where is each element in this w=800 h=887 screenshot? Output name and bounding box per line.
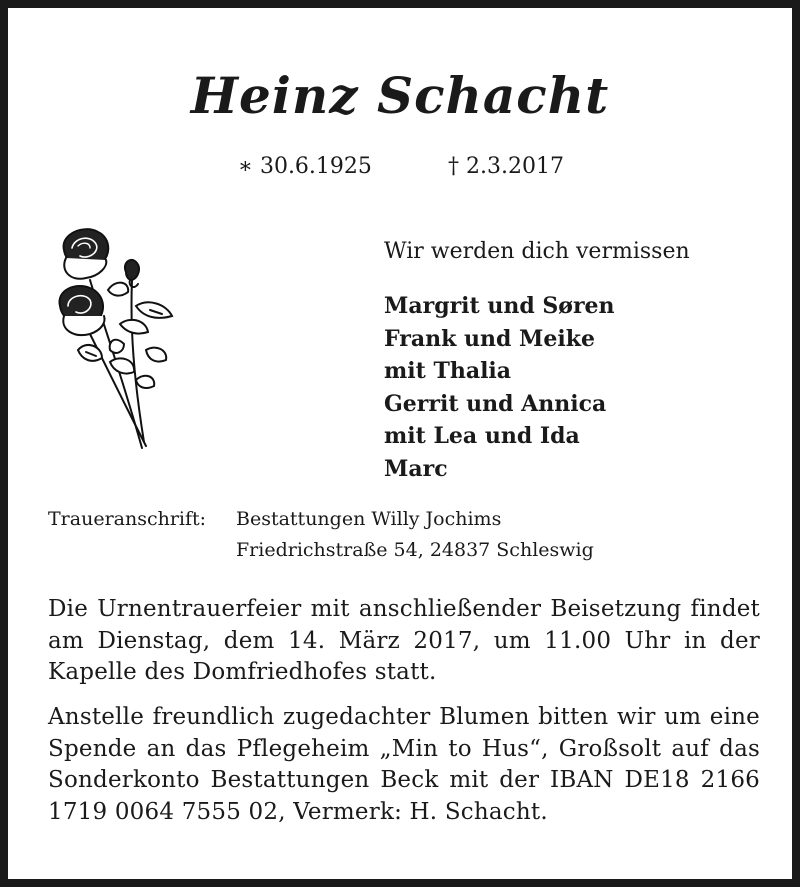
mourner-line: Gerrit und Annica — [384, 390, 607, 417]
address-line-1: Bestattungen Willy Jochims — [236, 508, 502, 530]
mourner-line: Frank und Meike — [384, 325, 595, 352]
address-label: Traueranschrift: — [48, 508, 207, 530]
deceased-name: Heinz Schacht — [190, 66, 610, 125]
donation-paragraph: Anstelle freundlich zugedachter Blumen bitten wir um eine Spende an das Pflegeheim „Min to Hus“, Großsolt auf das Sonderkonto Bestattungen Beck mit der IBAN DE18 2166 1719 0064 7555 02, Vermerk: H. Schacht. — [48, 704, 760, 825]
mourner-line: mit Thalia — [384, 358, 512, 384]
ceremony-paragraph: Die Urnentrauerfeier mit anschließender Beisetzung findet am Dienstag, dem 14. März 2017, um 11.00 Uhr in der Kapelle des Domfriedhofes statt. — [48, 596, 760, 685]
death-date: † 2.3.2017 — [448, 154, 564, 179]
mourner-line: mit Lea und Ida — [384, 423, 580, 449]
mourner-line: Margrit und Søren — [384, 293, 615, 319]
mourner-line: Marc — [384, 455, 448, 482]
life-dates — [8, 154, 792, 184]
birth-date: ∗ 30.6.1925 — [238, 154, 372, 179]
mourners-list — [384, 290, 615, 485]
rose-illustration-icon — [50, 220, 180, 455]
address-line-2: Friedrichstraße 54, 24837 Schleswig — [236, 539, 594, 561]
mourning-address — [48, 504, 594, 566]
farewell-line: Wir werden dich vermissen — [384, 239, 690, 264]
